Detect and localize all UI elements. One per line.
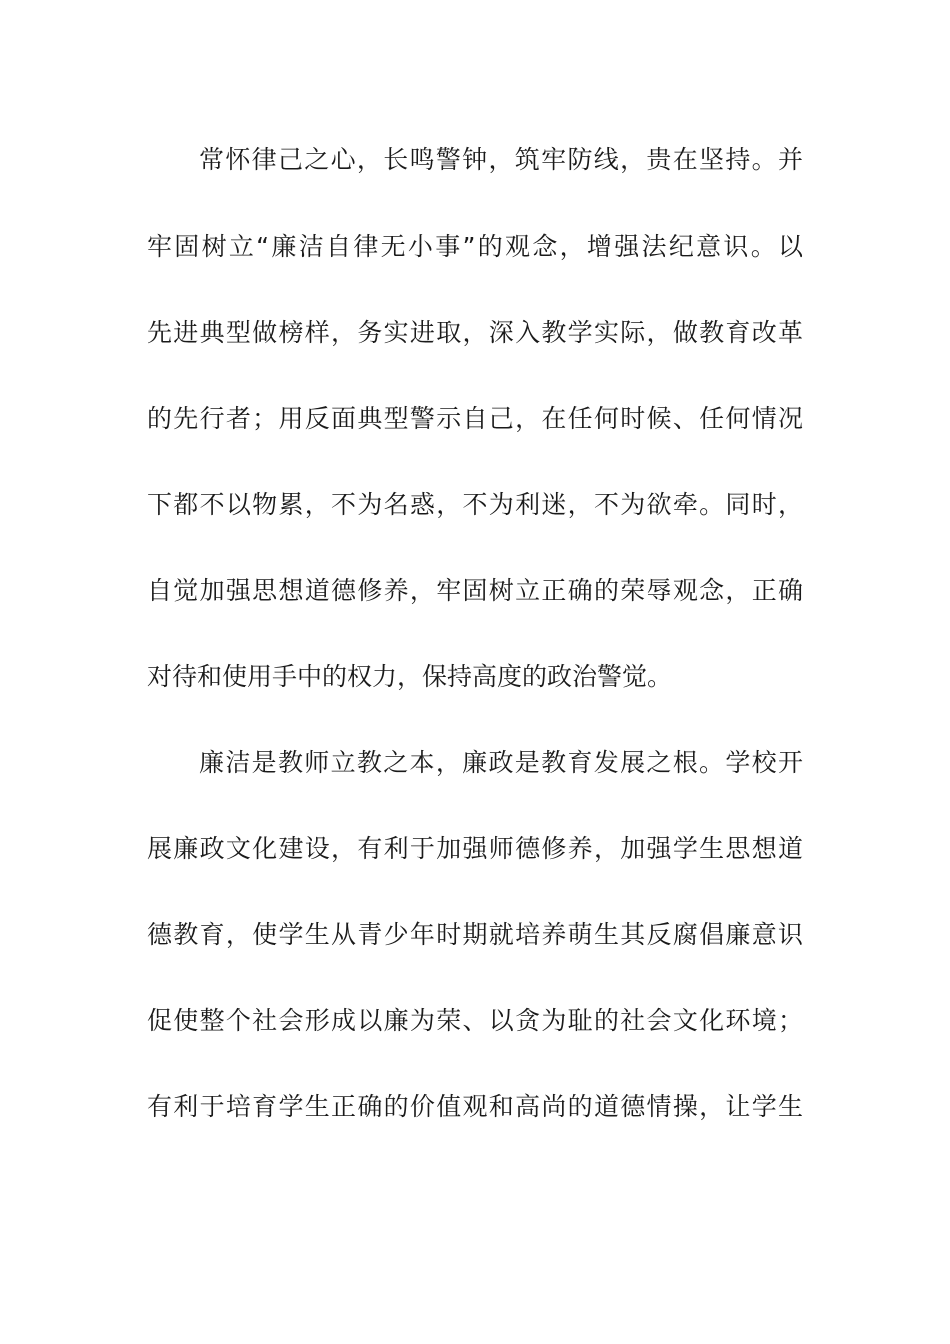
paragraph-line: 自觉加强思想道德修养，牢固树立正确的荣辱观念，正确 (147, 576, 803, 605)
paragraph-line: 先进典型做榜样，务实进取，深入教学实际，做教育改革 (147, 318, 803, 347)
paragraph-line: 有利于培育学生正确的价值观和高尚的道德情操，让学生 (147, 1092, 803, 1121)
paragraph-line: 廉洁是教师立教之本，廉政是教育发展之根。学校开 (199, 748, 803, 777)
paragraph-line: 促使整个社会形成以廉为荣、以贪为耻的社会文化环境； (147, 1006, 803, 1035)
paragraph-line: 展廉政文化建设，有利于加强师德修养，加强学生思想道 (147, 834, 803, 863)
paragraph-line: 常怀律己之心，长鸣警钟，筑牢防线，贵在坚持。并 (199, 145, 803, 174)
paragraph-line: 牢固树立“廉洁自律无小事”的观念，增强法纪意识。以 (147, 232, 803, 261)
paragraph-line: 下都不以物累，不为名惑，不为利迷，不为欲牵。同时， (147, 490, 803, 519)
paragraph-line: 德教育，使学生从青少年时期就培养萌生其反腐倡廉意识 (147, 920, 803, 949)
paragraph-line: 的先行者；用反面典型警示自己，在任何时候、任何情况 (147, 404, 803, 433)
paragraph-line: 对待和使用手中的权力，保持高度的政治警觉。 (147, 662, 673, 691)
